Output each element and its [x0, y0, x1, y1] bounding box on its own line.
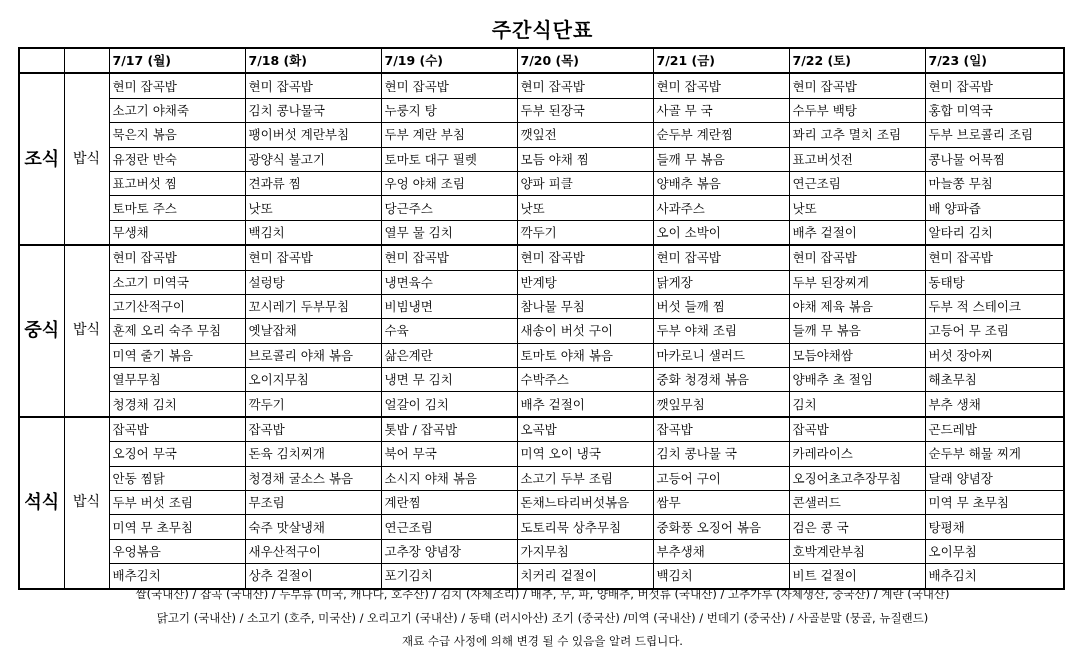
- dish-cell: 돈육 김치찌개: [245, 442, 381, 466]
- dish-cell: 두부 된장국: [517, 98, 653, 122]
- dish-cell: 수두부 백탕: [789, 98, 925, 122]
- dish-cell: 수육: [381, 319, 517, 343]
- dish-cell: 냉면 무 김치: [381, 368, 517, 392]
- dish-cell: 낫또: [517, 196, 653, 220]
- dish-cell: 팽이버섯 계란부침: [245, 123, 381, 147]
- dish-cell: 부추생채: [653, 539, 789, 563]
- dish-cell: 오징어초고추장무침: [789, 466, 925, 490]
- dish-cell: 깻잎전: [517, 123, 653, 147]
- dish-cell: 들깨 무 볶음: [653, 147, 789, 171]
- dish-cell: 중화풍 오징어 볶음: [653, 515, 789, 539]
- dish-cell: 청경채 김치: [109, 392, 245, 417]
- menu-row: [19, 270, 1064, 294]
- day-header: 7/18 (화): [245, 48, 381, 73]
- day-header: 7/23 (일): [925, 48, 1064, 73]
- dish-cell: 가지무침: [517, 539, 653, 563]
- dish-cell: 돈채느타리버섯볶음: [517, 491, 653, 515]
- dish-cell: 알타리 김치: [925, 220, 1064, 245]
- dish-cell: 오이 소박이: [653, 220, 789, 245]
- dish-cell: 두부 적 스테이크: [925, 294, 1064, 318]
- menu-row: [19, 73, 1064, 98]
- dish-cell: 현미 잡곡밥: [653, 245, 789, 270]
- dish-cell: 백김치: [245, 220, 381, 245]
- corner-cell: [64, 48, 109, 73]
- dish-cell: 열무무침: [109, 368, 245, 392]
- dish-cell: 모듬 야채 찜: [517, 147, 653, 171]
- dish-cell: 잡곡밥: [245, 417, 381, 442]
- weekly-menu-table: [18, 47, 1065, 590]
- dish-cell: 두부 된장찌게: [789, 270, 925, 294]
- dish-cell: 우엉 야채 조림: [381, 171, 517, 195]
- dish-cell: 닭게장: [653, 270, 789, 294]
- dish-cell: 꼬시레기 두부무침: [245, 294, 381, 318]
- dish-cell: 안동 찜닭: [109, 466, 245, 490]
- menu-row: [19, 98, 1064, 122]
- menu-row: [19, 392, 1064, 417]
- dish-cell: 버섯 들깨 찜: [653, 294, 789, 318]
- dish-cell: 치커리 겉절이: [517, 564, 653, 589]
- dish-cell: 오이지무침: [245, 368, 381, 392]
- dish-cell: 참나물 무침: [517, 294, 653, 318]
- dish-cell: 묵은지 볶음: [109, 123, 245, 147]
- dish-cell: 설렁탕: [245, 270, 381, 294]
- dish-cell: 홍합 미역국: [925, 98, 1064, 122]
- dish-cell: 토마토 주스: [109, 196, 245, 220]
- dish-cell: 양파 피클: [517, 171, 653, 195]
- dish-cell: 해초무침: [925, 368, 1064, 392]
- dish-cell: 순두부 해물 찌게: [925, 442, 1064, 466]
- dish-cell: 김치 콩나물국: [245, 98, 381, 122]
- menu-row: [19, 196, 1064, 220]
- dish-cell: 미역 무 초무침: [925, 491, 1064, 515]
- dish-cell: 수박주스: [517, 368, 653, 392]
- dish-cell: 배추 겉절이: [517, 392, 653, 417]
- menu-row: [19, 515, 1064, 539]
- menu-row: [19, 147, 1064, 171]
- dish-cell: 모듬야채쌈: [789, 343, 925, 367]
- dish-cell: 견과류 찜: [245, 171, 381, 195]
- dish-cell: 숙주 맛살냉채: [245, 515, 381, 539]
- day-header: 7/20 (목): [517, 48, 653, 73]
- dish-cell: 포기김치: [381, 564, 517, 589]
- dish-cell: 중화 청경채 볶음: [653, 368, 789, 392]
- dish-cell: 콘샐러드: [789, 491, 925, 515]
- dish-cell: 배추 겉절이: [789, 220, 925, 245]
- dish-cell: 들깨 무 볶음: [789, 319, 925, 343]
- dish-cell: 깻잎무침: [653, 392, 789, 417]
- dish-cell: 새송이 버섯 구이: [517, 319, 653, 343]
- dish-cell: 고등어 무 조림: [925, 319, 1064, 343]
- dish-cell: 도토리묵 상추무침: [517, 515, 653, 539]
- dish-cell: 호박계란부침: [789, 539, 925, 563]
- dish-cell: 브로콜리 야채 볶음: [245, 343, 381, 367]
- meal-label: 석식: [19, 417, 64, 589]
- dish-cell: 꽈리 고추 멸치 조림: [789, 123, 925, 147]
- dish-cell: 소고기 두부 조림: [517, 466, 653, 490]
- dish-cell: 두부 버섯 조림: [109, 491, 245, 515]
- dish-cell: 잡곡밥: [653, 417, 789, 442]
- dish-cell: 사과주스: [653, 196, 789, 220]
- dish-cell: 양배추 볶음: [653, 171, 789, 195]
- menu-row: [19, 491, 1064, 515]
- dish-cell: 현미 잡곡밥: [517, 245, 653, 270]
- dish-cell: 낫또: [245, 196, 381, 220]
- dish-cell: 콩나물 어묵찜: [925, 147, 1064, 171]
- dish-cell: 쌈무: [653, 491, 789, 515]
- menu-row: [19, 294, 1064, 318]
- dish-cell: 카레라이스: [789, 442, 925, 466]
- menu-body: [19, 48, 1064, 589]
- dish-cell: 소고기 야채죽: [109, 98, 245, 122]
- menu-row: [19, 417, 1064, 442]
- menu-row: [19, 539, 1064, 563]
- dish-cell: 토마토 대구 필렛: [381, 147, 517, 171]
- menu-row: [19, 368, 1064, 392]
- dish-cell: 비트 겉절이: [789, 564, 925, 589]
- dish-cell: 달래 양념장: [925, 466, 1064, 490]
- dish-cell: 김치: [789, 392, 925, 417]
- dish-cell: 미역 줄기 볶음: [109, 343, 245, 367]
- dish-cell: 삶은계란: [381, 343, 517, 367]
- dish-cell: 깍두기: [517, 220, 653, 245]
- dish-cell: 우엉볶음: [109, 539, 245, 563]
- change-notice: 재료 수급 사정에 의해 변경 될 수 있음을 알려 드립니다.: [402, 634, 683, 648]
- dish-cell: 광양식 불고기: [245, 147, 381, 171]
- dish-cell: 곤드레밥: [925, 417, 1064, 442]
- dish-cell: 현미 잡곡밥: [653, 73, 789, 98]
- menu-row: [19, 466, 1064, 490]
- dish-cell: 토마토 야채 볶음: [517, 343, 653, 367]
- dish-cell: 소시지 야채 볶음: [381, 466, 517, 490]
- day-header: 7/17 (월): [109, 48, 245, 73]
- dish-cell: 마카로니 샐러드: [653, 343, 789, 367]
- dish-cell: 훈제 오리 숙주 무침: [109, 319, 245, 343]
- dish-cell: 고기산적구이: [109, 294, 245, 318]
- dish-cell: 얼갈이 김치: [381, 392, 517, 417]
- dish-cell: 버섯 장아찌: [925, 343, 1064, 367]
- meal-category: 밥식: [64, 417, 109, 589]
- dish-cell: 무조림: [245, 491, 381, 515]
- menu-row: [19, 220, 1064, 245]
- meal-label: 조식: [19, 73, 64, 245]
- dish-cell: 야채 제육 볶음: [789, 294, 925, 318]
- dish-cell: 청경채 굴소스 볶음: [245, 466, 381, 490]
- dish-cell: 누룽지 탕: [381, 98, 517, 122]
- dish-cell: 현미 잡곡밥: [925, 73, 1064, 98]
- dish-cell: 고추장 양념장: [381, 539, 517, 563]
- page-title: 주간식단표: [491, 18, 594, 42]
- dish-cell: 소고기 미역국: [109, 270, 245, 294]
- menu-row: [19, 123, 1064, 147]
- dish-cell: 배 양파즙: [925, 196, 1064, 220]
- dish-cell: 낫또: [789, 196, 925, 220]
- dish-cell: 현미 잡곡밥: [245, 73, 381, 98]
- dish-cell: 두부 야채 조림: [653, 319, 789, 343]
- menu-row: [19, 564, 1064, 589]
- dish-cell: 현미 잡곡밥: [109, 73, 245, 98]
- corner-cell: [19, 48, 64, 73]
- day-header: 7/21 (금): [653, 48, 789, 73]
- dish-cell: 백김치: [653, 564, 789, 589]
- day-header: 7/22 (토): [789, 48, 925, 73]
- dish-cell: 김치 콩나물 국: [653, 442, 789, 466]
- dish-cell: 비빔냉면: [381, 294, 517, 318]
- dish-cell: 현미 잡곡밥: [109, 245, 245, 270]
- dish-cell: 표고버섯전: [789, 147, 925, 171]
- dish-cell: 미역 무 초무침: [109, 515, 245, 539]
- dish-cell: 현미 잡곡밥: [925, 245, 1064, 270]
- dish-cell: 당근주스: [381, 196, 517, 220]
- origin-notice-line-1: 쌀(국내산) / 잡곡 (국내산) / 두부류 (미국, 캐나다, 호주산) / 김치 (자체조리) / 배추, 무, 파, 양배추, 버섯류 (국내산) / 고추가루 (자체생산, 중국산) / 계란 (국내산): [135, 587, 950, 601]
- dish-cell: 부추 생채: [925, 392, 1064, 417]
- dish-cell: 동태탕: [925, 270, 1064, 294]
- dish-cell: 계란찜: [381, 491, 517, 515]
- dish-cell: 연근조림: [789, 171, 925, 195]
- dish-cell: 현미 잡곡밥: [381, 73, 517, 98]
- dish-cell: 유정란 반숙: [109, 147, 245, 171]
- dish-cell: 두부 계란 부침: [381, 123, 517, 147]
- menu-row: [19, 343, 1064, 367]
- dish-cell: 순두부 계란찜: [653, 123, 789, 147]
- dish-cell: 깍두기: [245, 392, 381, 417]
- menu-row: [19, 319, 1064, 343]
- dish-cell: 오곡밥: [517, 417, 653, 442]
- dish-cell: 오징어 무국: [109, 442, 245, 466]
- dish-cell: 배추김치: [109, 564, 245, 589]
- dish-cell: 탕평채: [925, 515, 1064, 539]
- dish-cell: 두부 브로콜리 조림: [925, 123, 1064, 147]
- meal-category: 밥식: [64, 245, 109, 417]
- dish-cell: 표고버섯 찜: [109, 171, 245, 195]
- dish-cell: 마늘쫑 무침: [925, 171, 1064, 195]
- menu-row: [19, 171, 1064, 195]
- origin-notice-line-2: 닭고기 (국내산) / 소고기 (호주, 미국산) / 오리고기 (국내산) / 동태 (러시아산) 조기 (중국산) /미역 (국내산) / 번데기 (중국산) / 사골분말 (뭉골, 뉴질랜드): [156, 611, 929, 625]
- dish-cell: 상추 겉절이: [245, 564, 381, 589]
- dish-cell: 톳밥 / 잡곡밥: [381, 417, 517, 442]
- dish-cell: 검은 콩 국: [789, 515, 925, 539]
- meal-label: 중식: [19, 245, 64, 417]
- dish-cell: 열무 물 김치: [381, 220, 517, 245]
- dish-cell: 잡곡밥: [109, 417, 245, 442]
- dish-cell: 미역 오이 냉국: [517, 442, 653, 466]
- dish-cell: 현미 잡곡밥: [245, 245, 381, 270]
- dish-cell: 옛날잡채: [245, 319, 381, 343]
- dish-cell: 잡곡밥: [789, 417, 925, 442]
- dish-cell: 반계탕: [517, 270, 653, 294]
- menu-row: [19, 442, 1064, 466]
- dish-cell: 냉면육수: [381, 270, 517, 294]
- dish-cell: 현미 잡곡밥: [517, 73, 653, 98]
- dish-cell: 양배추 초 절임: [789, 368, 925, 392]
- dish-cell: 현미 잡곡밥: [789, 245, 925, 270]
- dish-cell: 사골 무 국: [653, 98, 789, 122]
- day-header: 7/19 (수): [381, 48, 517, 73]
- menu-row: [19, 245, 1064, 270]
- dish-cell: 연근조림: [381, 515, 517, 539]
- meal-category: 밥식: [64, 73, 109, 245]
- dish-cell: 오이무침: [925, 539, 1064, 563]
- dish-cell: 고등어 구이: [653, 466, 789, 490]
- dish-cell: 새우산적구이: [245, 539, 381, 563]
- dish-cell: 현미 잡곡밥: [789, 73, 925, 98]
- dish-cell: 무생채: [109, 220, 245, 245]
- dish-cell: 현미 잡곡밥: [381, 245, 517, 270]
- header-row: [19, 48, 1064, 73]
- dish-cell: 배추김치: [925, 564, 1064, 589]
- dish-cell: 북어 무국: [381, 442, 517, 466]
